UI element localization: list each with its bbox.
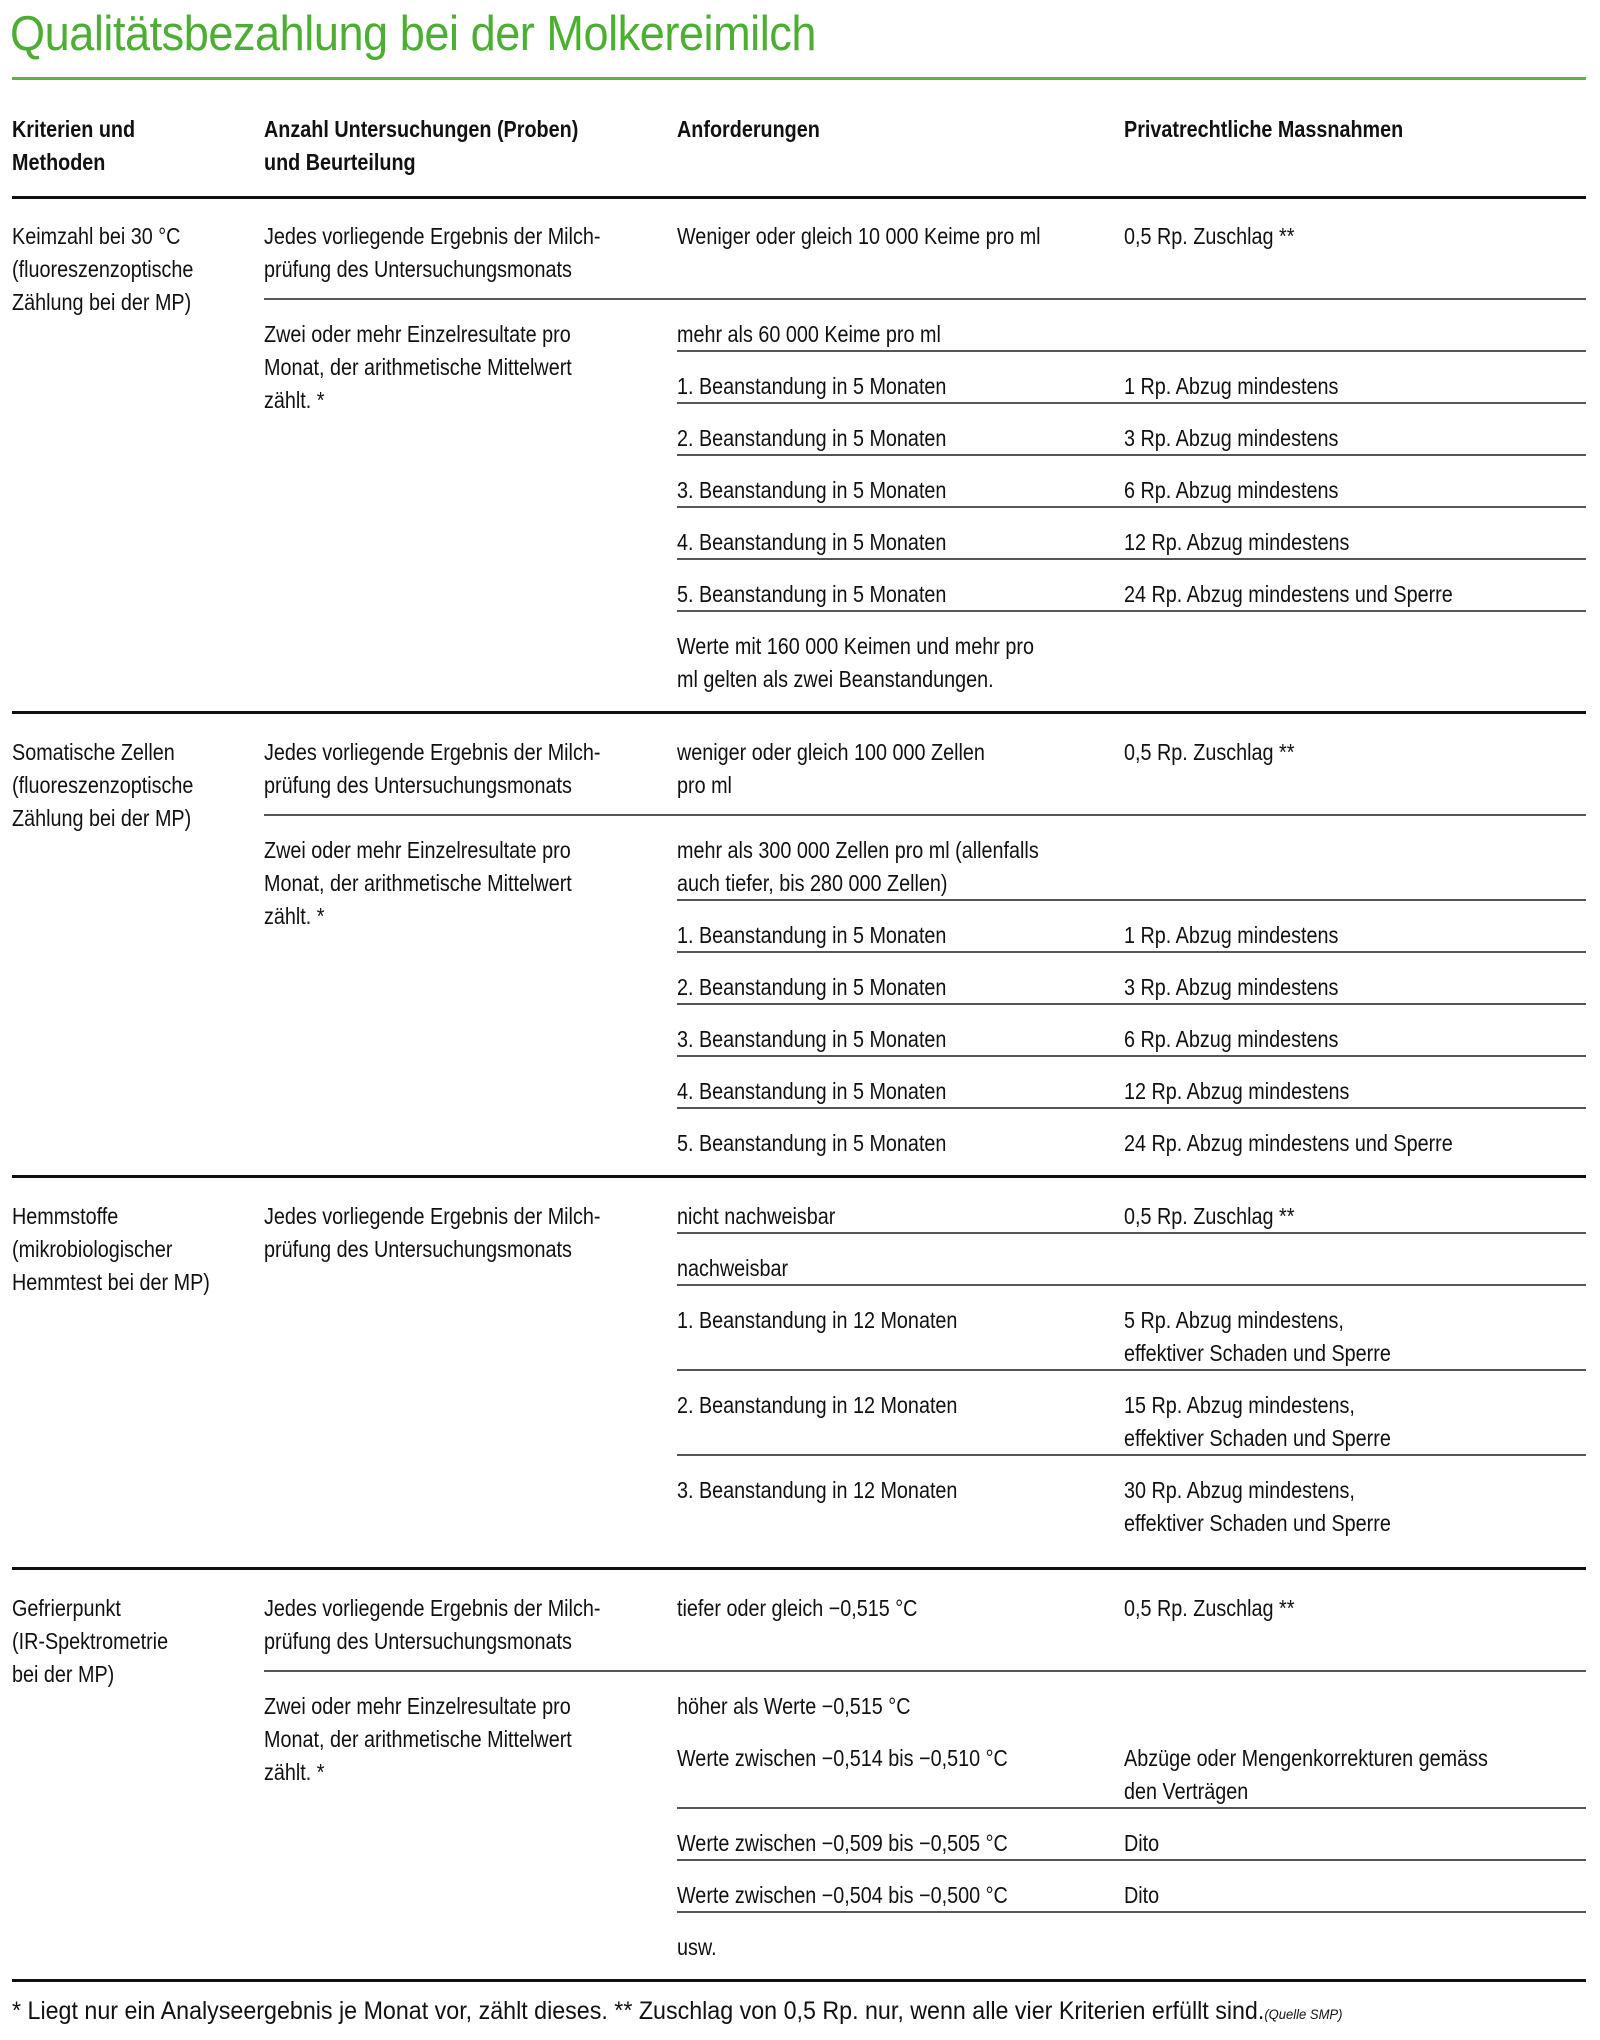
requirement: 2. Beanstandung in 12 Monaten	[677, 1392, 958, 1418]
requirement: Werte mit 160 000 Keimen und mehr pro ml gelten als zwei Beanstandungen.	[677, 633, 1034, 692]
row-divider	[677, 506, 1586, 508]
row-divider	[677, 1454, 1586, 1456]
requirement: 1. Beanstandung in 5 Monaten	[677, 373, 947, 399]
title-rule	[12, 77, 1586, 80]
row-divider	[264, 814, 1586, 816]
requirement: höher als Werte −0,515 °C	[677, 1693, 911, 1719]
measure: 12 Rp. Abzug mindestens	[1124, 529, 1350, 555]
requirement: nicht nachweisbar	[677, 1203, 836, 1229]
criteria-label: Hemmstoffe (mikrobiologischer Hemmtest bei der MP)	[12, 1203, 210, 1295]
row-divider	[677, 1369, 1586, 1371]
row-divider	[677, 1107, 1586, 1109]
count-text: Jedes vorliegende Ergebnis der Milch- prüfung des Untersuchungsmonats	[264, 739, 601, 798]
requirement: tiefer oder gleich −0,515 °C	[677, 1595, 918, 1621]
requirement: mehr als 60 000 Keime pro ml	[677, 321, 941, 347]
measure: 6 Rp. Abzug mindestens	[1124, 1026, 1339, 1052]
section-keimzahl	[12, 198, 1586, 712]
row-divider	[677, 558, 1586, 560]
requirement: 2. Beanstandung in 5 Monaten	[677, 974, 947, 1000]
requirement: weniger oder gleich 100 000 Zellen pro ml	[677, 739, 985, 798]
measure: 1 Rp. Abzug mindestens	[1124, 373, 1339, 399]
row-divider	[677, 1232, 1586, 1234]
row-divider	[677, 402, 1586, 404]
requirement: 5. Beanstandung in 5 Monaten	[677, 581, 947, 607]
measure: 0,5 Rp. Zuschlag **	[1124, 223, 1295, 249]
count-text: Zwei oder mehr Einzelresultate pro Monat, der arithmetische Mittelwert zählt. *	[264, 837, 572, 929]
row-divider	[677, 1911, 1586, 1913]
count-text: Zwei oder mehr Einzelresultate pro Monat, der arithmetische Mittelwert zählt. *	[264, 1693, 572, 1785]
measure: 24 Rp. Abzug mindestens und Sperre	[1124, 581, 1453, 607]
row-divider	[677, 350, 1586, 352]
requirement: 3. Beanstandung in 5 Monaten	[677, 477, 947, 503]
header-criteria: Kriterien und Methoden	[12, 116, 136, 175]
requirement: Werte zwischen −0,504 bis −0,500 °C	[677, 1882, 1008, 1908]
criteria-label: Somatische Zellen (fluoreszenzoptische Zählung bei der MP)	[12, 739, 194, 831]
section-rule	[12, 1979, 1586, 1982]
header-count: Anzahl Untersuchungen (Proben) und Beurteilung	[264, 116, 579, 175]
requirement: mehr als 300 000 Zellen pro ml (allenfalls auch tiefer, bis 280 000 Zellen)	[677, 837, 1039, 896]
measure: 3 Rp. Abzug mindestens	[1124, 425, 1339, 451]
measure: 12 Rp. Abzug mindestens	[1124, 1078, 1350, 1104]
table-header	[12, 113, 1586, 197]
requirement: Werte zwischen −0,514 bis −0,510 °C	[677, 1745, 1008, 1771]
row-divider	[677, 1055, 1586, 1057]
row-divider	[264, 1670, 1586, 1672]
header-measures: Privatrechtliche Massnahmen	[1124, 116, 1404, 142]
row-divider	[677, 1003, 1586, 1005]
count-text: Jedes vorliegende Ergebnis der Milch- prüfung des Untersuchungsmonats	[264, 1595, 601, 1654]
requirement: 4. Beanstandung in 5 Monaten	[677, 1078, 947, 1104]
row-divider	[677, 454, 1586, 456]
measure: 6 Rp. Abzug mindestens	[1124, 477, 1339, 503]
row-divider	[677, 1859, 1586, 1861]
requirement: Werte zwischen −0,509 bis −0,505 °C	[677, 1830, 1008, 1856]
requirement: 1. Beanstandung in 12 Monaten	[677, 1307, 958, 1333]
requirement: 5. Beanstandung in 5 Monaten	[677, 1130, 947, 1156]
header-requirements: Anforderungen	[677, 116, 820, 142]
source-note: (Quelle SMP)	[1264, 2006, 1343, 2022]
requirement: 1. Beanstandung in 5 Monaten	[677, 922, 947, 948]
measure: 0,5 Rp. Zuschlag **	[1124, 1595, 1295, 1621]
requirement: nachweisbar	[677, 1255, 789, 1281]
footnote	[12, 1997, 1342, 2026]
section-somatische-zellen	[12, 714, 1586, 1174]
section-hemmstoffe	[12, 1178, 1586, 1568]
page-title: Qualitätsbezahlung bei der Molkereimilch	[10, 7, 816, 61]
measure: 1 Rp. Abzug mindestens	[1124, 922, 1339, 948]
measure: 3 Rp. Abzug mindestens	[1124, 974, 1339, 1000]
count-text: Zwei oder mehr Einzelresultate pro Monat, der arithmetische Mittelwert zählt. *	[264, 321, 572, 413]
measure: 24 Rp. Abzug mindestens und Sperre	[1124, 1130, 1453, 1156]
requirement: 2. Beanstandung in 5 Monaten	[677, 425, 947, 451]
section-gefrierpunkt	[12, 1570, 1586, 1980]
measure: 5 Rp. Abzug mindestens, effektiver Schaden und Sperre	[1124, 1307, 1391, 1366]
measure: 0,5 Rp. Zuschlag **	[1124, 1203, 1295, 1229]
row-divider	[264, 298, 1586, 300]
requirement: Weniger oder gleich 10 000 Keime pro ml	[677, 223, 1041, 249]
criteria-label: Keimzahl bei 30 °C (fluoreszenzoptische Zählung bei der MP)	[12, 223, 194, 315]
row-divider	[677, 610, 1586, 612]
row-divider	[677, 899, 1586, 901]
count-text: Jedes vorliegende Ergebnis der Milch- prüfung des Untersuchungsmonats	[264, 223, 601, 282]
measure: Dito	[1124, 1830, 1160, 1856]
requirement: usw.	[677, 1934, 717, 1960]
measure: Dito	[1124, 1882, 1160, 1908]
count-text: Jedes vorliegende Ergebnis der Milch- prüfung des Untersuchungsmonats	[264, 1203, 601, 1262]
row-divider	[677, 1284, 1586, 1286]
measure: Abzüge oder Mengenkorrekturen gemäss den Verträgen	[1124, 1745, 1488, 1804]
row-divider	[677, 951, 1586, 953]
requirement: 3. Beanstandung in 5 Monaten	[677, 1026, 947, 1052]
footnote-text: * Liegt nur ein Analyseergebnis je Monat vor, zählt dieses. ** Zuschlag von 0,5 Rp. nur, wenn alle vier Kriterien erfüllt sind.	[12, 1997, 1265, 2025]
requirement: 4. Beanstandung in 5 Monaten	[677, 529, 947, 555]
measure: 15 Rp. Abzug mindestens, effektiver Schaden und Sperre	[1124, 1392, 1391, 1451]
measure: 0,5 Rp. Zuschlag **	[1124, 739, 1295, 765]
requirement: 3. Beanstandung in 12 Monaten	[677, 1477, 958, 1503]
criteria-label: Gefrierpunkt (IR-Spektrometrie bei der MP)	[12, 1595, 169, 1687]
measure: 30 Rp. Abzug mindestens, effektiver Schaden und Sperre	[1124, 1477, 1391, 1536]
row-divider	[677, 1807, 1586, 1809]
